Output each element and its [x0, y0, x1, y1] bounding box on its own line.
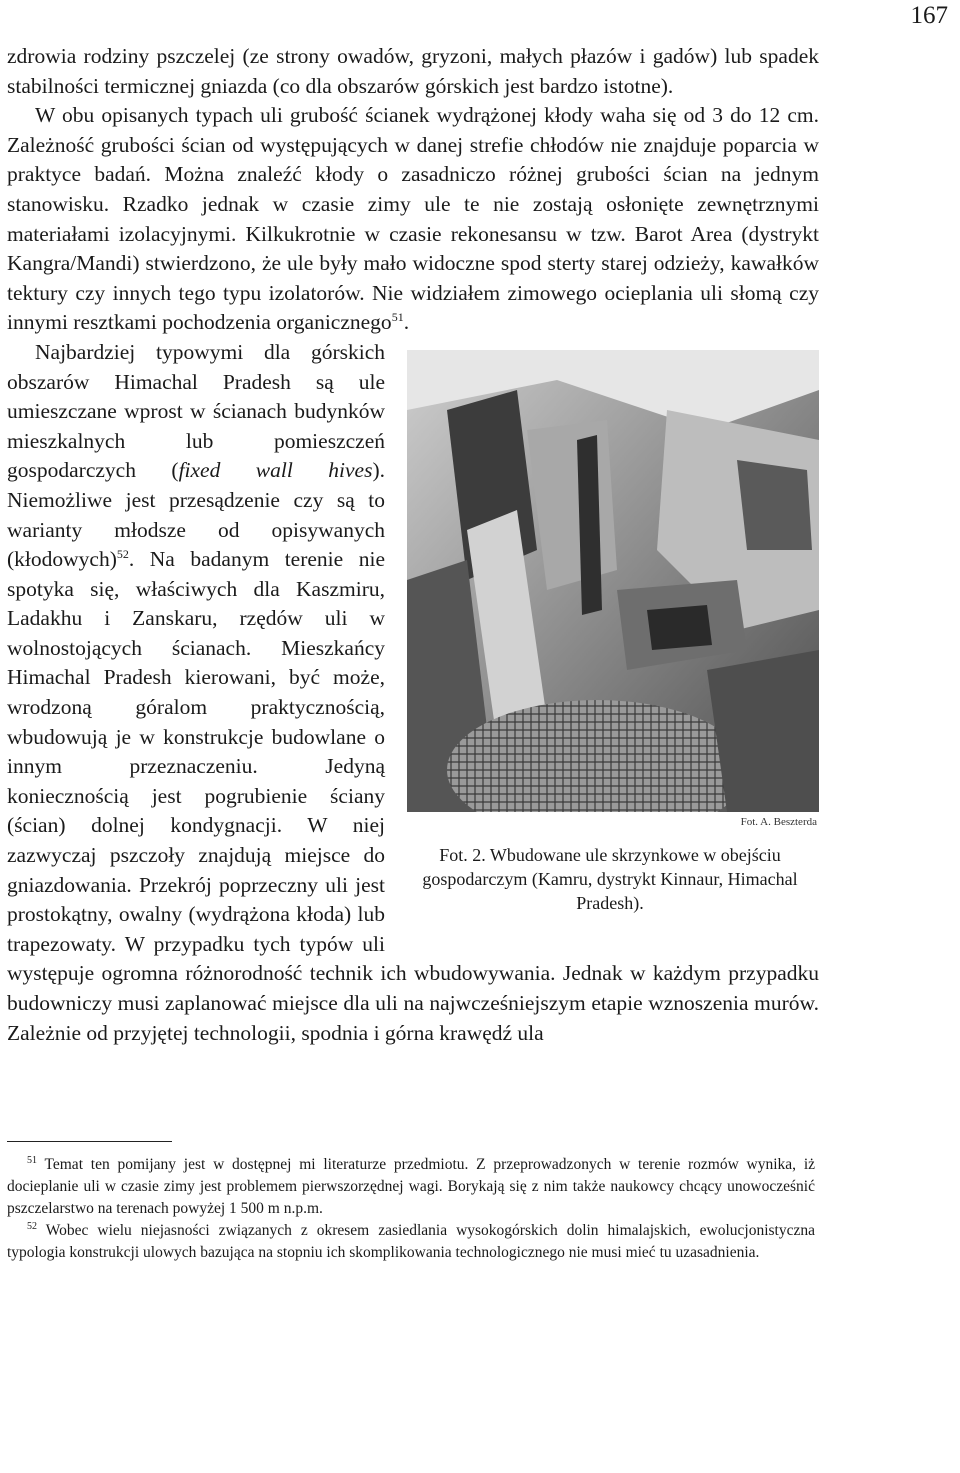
footnote-ref[interactable]: 52: [116, 546, 129, 561]
footnote-ref[interactable]: 51: [391, 310, 404, 325]
body-text: [7, 42, 819, 1048]
photo-graphic: [407, 350, 819, 812]
figure-caption: Fot. 2. Wbudowane ule skrzynkowe w obejściu gospodarczym (Kamru, dystrykt Kinnaur, Himachal Pradesh).: [422, 844, 798, 913]
footnotes: [7, 1154, 815, 1264]
italic-term: fixed wall hives: [178, 458, 373, 483]
footnote: [7, 1220, 815, 1264]
footnote-text: Temat ten pomijany jest w dostępnej mi literaturze przedmiotu. Z przeprowadzonych w terenie rozmów wynika, iż docieplanie uli w czasie zimy jest problemem pierwszorzędnej wagi. Borykają się z nim także naukowcy chcący unowocześnić pszczelarstwo na terenach powyżej 1 500 m n.p.m.: [7, 1156, 815, 1217]
photo-wall-hives: [407, 350, 819, 812]
footnote: [7, 1154, 815, 1220]
footnote-separator: [7, 1141, 172, 1142]
text-run: W obu opisanych typach uli grubość ścianek wydrążonej kłody waha się od 3 do 12 cm. Zależność grubości ścian od występujących w danej strefie chłodów nie znajduje poparcia w praktyce badań. Można znaleźć kłody o zasadniczo różnej grubości ścian na jednym stanowisku. Rzadko jednak w czasie zimy ule te nie zostają osłonięte zewnętrznymi materiałami izolacyjnymi. Kilkukrotnie w czasie rekonesansu w tzw. Barot Area (dystrykt Kangra/Mandi) stwierdzono, że ule były mało widoczne spod sterty starej odzieży, kawałków tektury czy innych tego typu izolatorów. Nie widziałem zimowego ocieplania uli słomą czy innymi resztkami pochodzenia organicznego: [7, 103, 819, 335]
page-number: 167: [910, 2, 948, 29]
photo-credit: Fot. A. Beszterda: [740, 815, 817, 828]
footnote-number: 51: [27, 1154, 37, 1166]
text-run: Najbardziej typowymi dla górskich obszarów Himachal Pradesh są ule umieszczane wprost w ścianach budynków mieszkalnych lub pomieszczeń gospodarczych (: [7, 339, 385, 483]
text-run: ). Niemożliwe jest przesądzenie czy są to warianty młodsze od opisywanych (kłodowych): [7, 458, 386, 572]
figure: [399, 350, 819, 942]
footnote-number: 52: [27, 1220, 37, 1232]
paragraph: [7, 42, 819, 101]
text-run: . Na badanym terenie nie spotyka się, właściwych dla Kaszmiru, Ladakhu i Zanskaru, rzędów uli w wolnostojących ścianach. Mieszkańcy Himachal Pradesh kierowani, być może, wrodzoną góralom praktycznością, wbudowują je w konstrukcje budowlane o innym przeznaczeniu. Jedyną koniecznością jest pogrubienie ściany (ścian) dolnej kondygnacji. W niej zazwyczaj pszczoły znajdują miejsce do gniazdowania. Przekrój poprzeczny uli jest prostokątny, owalny (wydrążona kłoda) lub trapezowaty. W przypadku tych typów uli występuje ogromna różnorodność technik ich wbudowywania. Jednak w każdym przypadku budowniczy musi zaplanować miejsce dla uli na najwcześniejszym etapie wznoszenia murów. Zależnie od przyjętej technologii, spodnia i górna krawędź ula: [7, 547, 819, 1045]
text-run: zdrowia rodziny pszczelej (ze strony owadów, gryzoni, małych płazów i gadów) lub spadek stabilności termicznej gniazda (co dla obszarów górskich jest bardzo istotne).: [7, 44, 819, 98]
paragraph: [7, 101, 819, 338]
text-run: .: [403, 310, 410, 335]
footnote-text: Wobec wielu niejasności związanych z okresem zasiedlania wysokogórskich dolin himalajskich, ewolucjonistyczna typologia konstrukcji ulowych bazująca na stopniu ich skomplikowania technologicznego nie musi mieć tu uzasadnienia.: [7, 1222, 815, 1261]
